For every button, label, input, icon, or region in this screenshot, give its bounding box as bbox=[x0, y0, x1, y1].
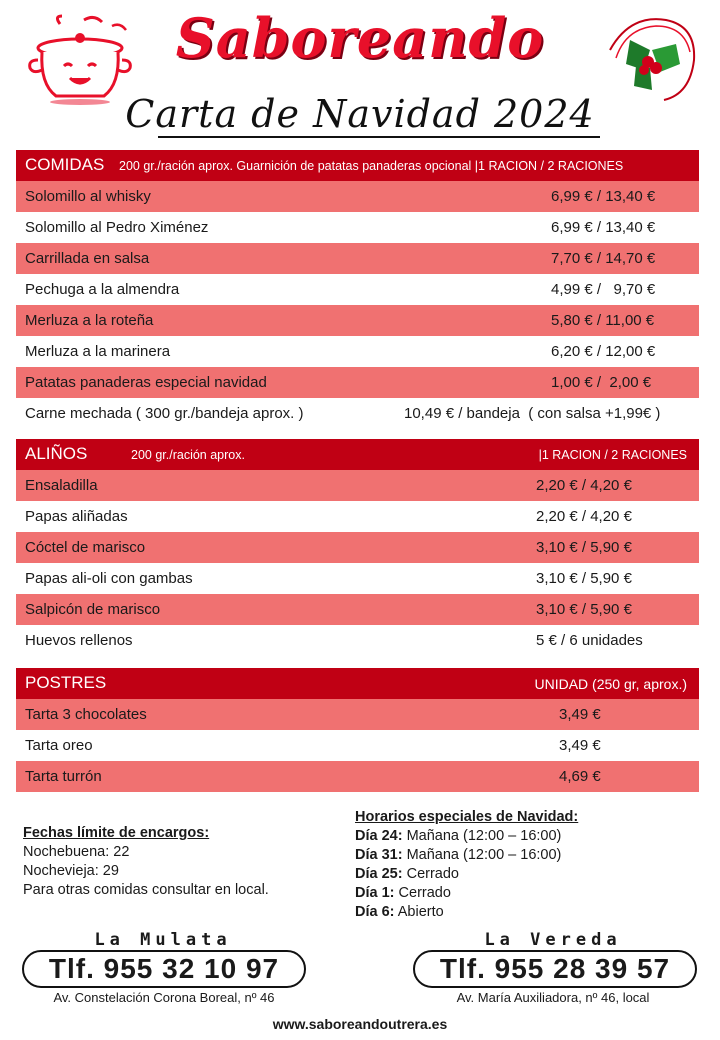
item-price: 4,99 € / 9,70 € bbox=[551, 281, 656, 298]
horario-line bbox=[355, 903, 578, 922]
menu-row bbox=[16, 532, 699, 563]
item-price: 2,20 € / 4,20 € bbox=[536, 508, 632, 525]
item-price: 3,10 € / 5,90 € bbox=[536, 601, 632, 618]
encargos-line: Para otras comidas consultar en local. bbox=[23, 882, 269, 898]
menu-row bbox=[16, 367, 699, 398]
encargos-title: Fechas límite de encargos: bbox=[23, 825, 210, 841]
horario-text: Cerrado bbox=[398, 885, 451, 901]
brand-title: Saboreando bbox=[175, 6, 545, 70]
horario-day: Día 6: bbox=[355, 904, 395, 920]
menu-row bbox=[16, 181, 699, 212]
menu-row bbox=[16, 699, 699, 730]
postres-columns: UNIDAD (250 gr, aprox.) bbox=[534, 676, 687, 692]
menu-row bbox=[16, 336, 699, 367]
comidas-header bbox=[16, 150, 699, 181]
item-price: 1,00 € / 2,00 € bbox=[551, 374, 652, 391]
item-name: Merluza a la roteña bbox=[25, 312, 154, 329]
horarios-title: Horarios especiales de Navidad: bbox=[355, 809, 579, 825]
item-name: Patatas panaderas especial navidad bbox=[25, 374, 267, 391]
alinos-columns: |1 RACION / 2 RACIONES bbox=[538, 448, 687, 462]
alinos-title: ALIÑOS bbox=[25, 444, 88, 463]
horario-text: Mañana (12:00 – 16:00) bbox=[406, 847, 562, 863]
item-price: 3,10 € / 5,90 € bbox=[536, 570, 632, 587]
horario-text: Abierto bbox=[397, 904, 444, 920]
item-price: 3,49 € bbox=[559, 737, 601, 754]
item-price: 2,20 € / 4,20 € bbox=[536, 477, 632, 494]
item-name: Merluza a la marinera bbox=[25, 343, 171, 360]
menu-row bbox=[16, 212, 699, 243]
alinos-note: 200 gr./ración aprox. bbox=[131, 448, 245, 462]
horario-day: Día 25: bbox=[355, 866, 403, 882]
horario-text: Mañana (12:00 – 16:00) bbox=[406, 828, 562, 844]
item-name: Pechuga a la almendra bbox=[25, 281, 180, 298]
item-price: 7,70 € / 14,70 € bbox=[551, 250, 656, 267]
item-price: 6,20 € / 12,00 € bbox=[551, 343, 656, 360]
item-price: 3,10 € / 5,90 € bbox=[536, 539, 632, 556]
horario-day: Día 1: bbox=[355, 885, 395, 901]
comidas-note: 200 gr./ración aprox. Guarnición de patatas panaderas opcional |1 RACION / 2 RACIONES bbox=[119, 159, 624, 173]
item-name: Papas aliñadas bbox=[25, 508, 128, 525]
encargos-line: Nochevieja: 29 bbox=[23, 863, 119, 879]
encargos-line: Nochebuena: 22 bbox=[23, 844, 130, 860]
subtitle-underline bbox=[158, 136, 600, 138]
item-name: Huevos rellenos bbox=[25, 632, 133, 649]
phone-vereda[interactable]: Tlf. 955 28 39 57 bbox=[413, 950, 697, 988]
shop-name-vereda: La Vereda bbox=[484, 930, 622, 950]
website-link[interactable]: www.saboreandoutrera.es bbox=[272, 1016, 448, 1032]
phone-mulata[interactable]: Tlf. 955 32 10 97 bbox=[22, 950, 306, 988]
menu-row bbox=[16, 625, 699, 656]
horario-line bbox=[355, 827, 578, 846]
menu-row bbox=[16, 563, 699, 594]
comidas-title: COMIDAS bbox=[25, 155, 105, 174]
alinos-header bbox=[16, 439, 699, 470]
horarios-block bbox=[355, 808, 578, 922]
horario-line bbox=[355, 846, 578, 865]
horario-text: Cerrado bbox=[406, 866, 459, 882]
item-name: Solomillo al whisky bbox=[25, 188, 151, 205]
postres-header bbox=[16, 668, 699, 699]
address-mulata: Av. Constelación Corona Boreal, nº 46 bbox=[53, 990, 275, 1005]
item-price: 6,99 € / 13,40 € bbox=[551, 188, 656, 205]
menu-row bbox=[16, 761, 699, 792]
postres-title: POSTRES bbox=[25, 673, 107, 692]
item-price: 5,80 € / 11,00 € bbox=[551, 312, 655, 329]
horario-day: Día 24: bbox=[355, 828, 403, 844]
item-name: Tarta turrón bbox=[25, 768, 102, 785]
item-name: Salpicón de marisco bbox=[25, 601, 161, 618]
item-name: Ensaladilla bbox=[25, 477, 98, 494]
item-name: Carne mechada ( 300 gr./bandeja aprox. ) bbox=[25, 405, 304, 422]
item-name: Tarta oreo bbox=[25, 737, 93, 754]
shop-name-mulata: La Mulata bbox=[94, 930, 232, 950]
horario-day: Día 31: bbox=[355, 847, 403, 863]
item-price: 6,99 € / 13,40 € bbox=[551, 219, 656, 236]
menu-row bbox=[16, 594, 699, 625]
item-price: 5 € / 6 unidades bbox=[536, 632, 643, 649]
item-name: Tarta 3 chocolates bbox=[25, 706, 147, 723]
item-name: Cóctel de marisco bbox=[25, 539, 146, 556]
item-name: Papas ali-oli con gambas bbox=[25, 570, 193, 587]
item-price: 3,49 € bbox=[559, 706, 601, 723]
item-name: Solomillo al Pedro Ximénez bbox=[25, 219, 209, 236]
menu-row bbox=[16, 274, 699, 305]
encargos-block bbox=[23, 824, 269, 900]
horario-line bbox=[355, 865, 578, 884]
menu-subtitle: Carta de Navidad 2024 bbox=[125, 92, 595, 136]
item-name: Carrillada en salsa bbox=[25, 250, 150, 267]
address-vereda: Av. María Auxiliadora, nº 46, local bbox=[456, 990, 650, 1005]
menu-row bbox=[16, 398, 699, 429]
item-price: 10,49 € / bandeja ( con salsa +1,99€ ) bbox=[404, 405, 661, 422]
menu-row bbox=[16, 730, 699, 761]
menu-row bbox=[16, 501, 699, 532]
menu-row bbox=[16, 470, 699, 501]
horario-line bbox=[355, 884, 578, 903]
item-price: 4,69 € bbox=[559, 768, 601, 785]
menu-row bbox=[16, 243, 699, 274]
menu-row bbox=[16, 305, 699, 336]
